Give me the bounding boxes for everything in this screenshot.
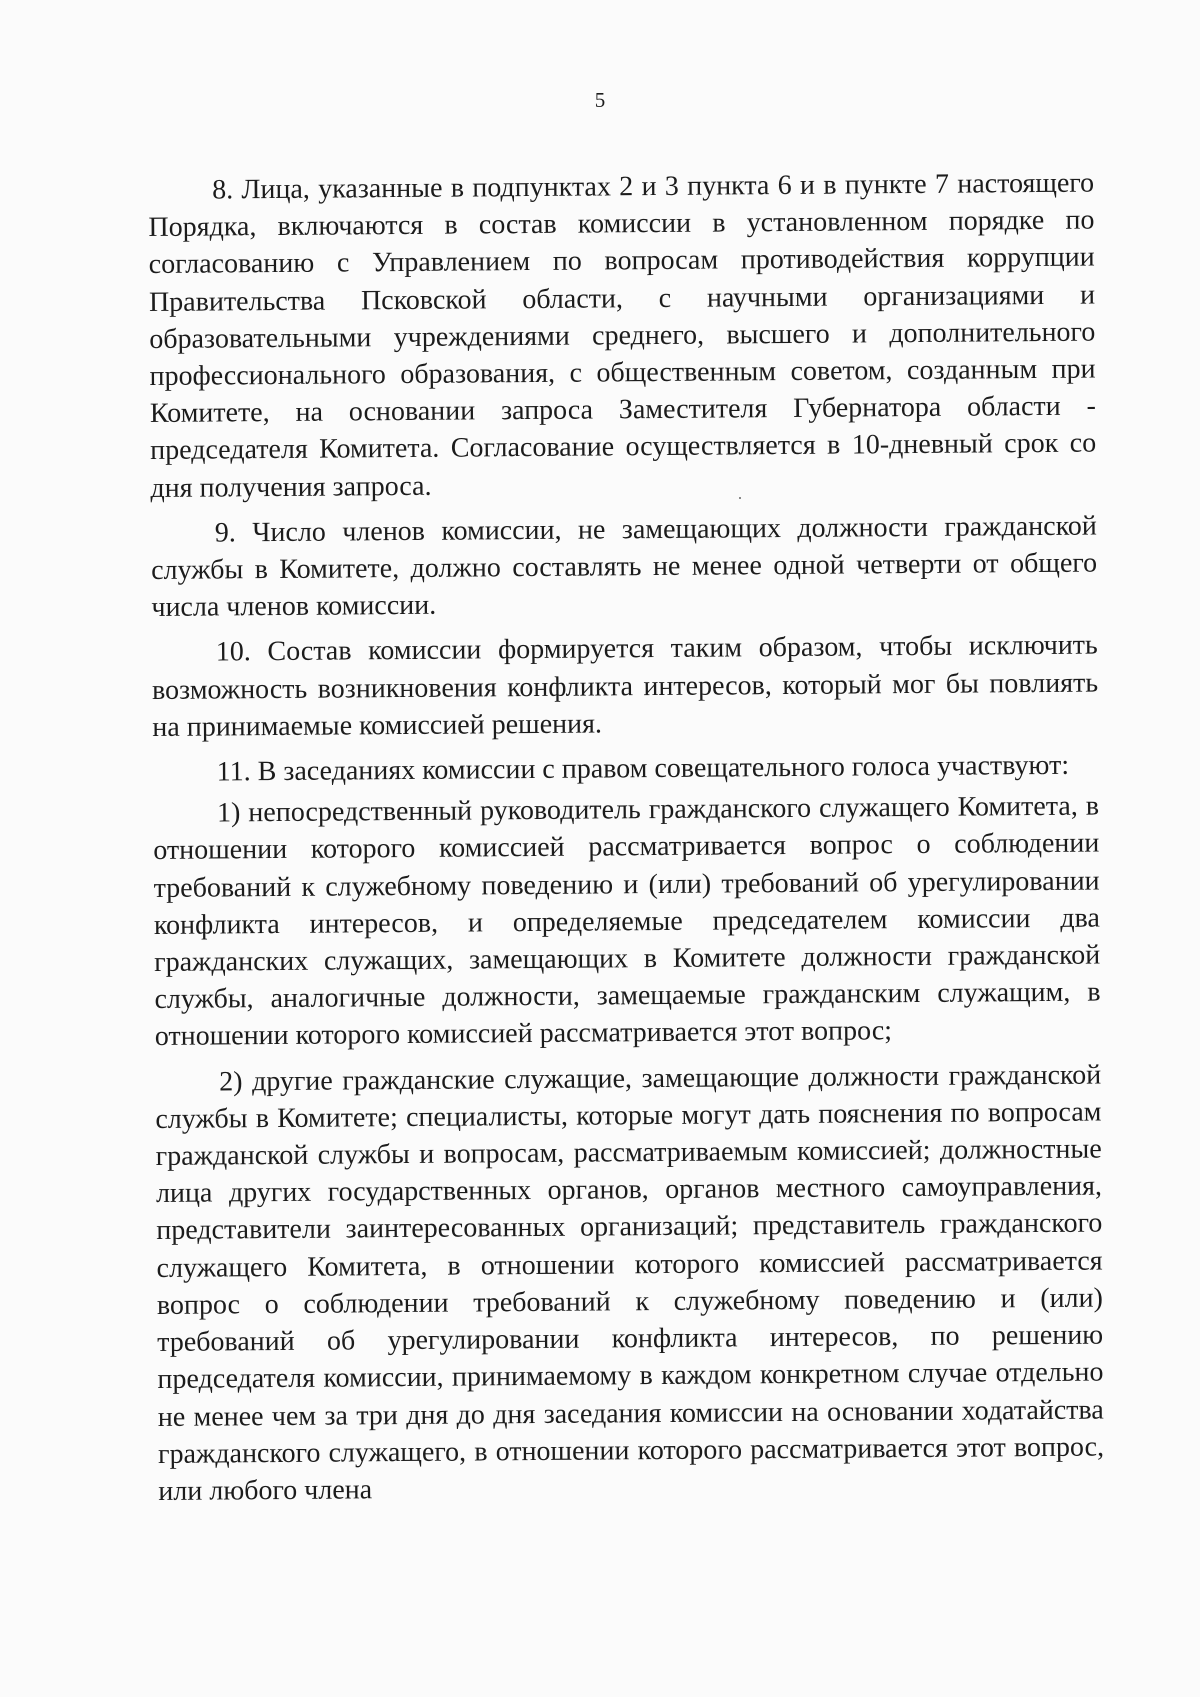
page-number: 5: [594, 88, 606, 112]
paragraph-9: 9. Число членов комиссии, не замещающих должности гражданской службы в Комитете, должно составлять не менее одной четверти от общего числа членов комиссии.: [151, 510, 1098, 624]
paragraph-11-item-2: 2) другие гражданские служащие, замещающие должности гражданской службы в Комитете; специалисты, которые могут дать пояснения по вопросам гражданской службы и вопросам, рассматриваемым комиссией; должностные лица других государственных органов, органов местного самоуправления, представители заинтересованных организаций; представитель гражданского служащего Комитета, в отношении которого комиссией рассматривается вопрос о соблюдении требований к служебному поведению и (или) требований об урегулировании конфликта интересов, по решению председателя комиссии, принимаемому в каждом конкретном случае отдельно не менее чем за три дня до дня заседания комиссии на основании ходатайства гражданского служащего, в отношении которого рассматривается этот вопрос, или любого члена: [155, 1059, 1105, 1507]
document-body: [148, 165, 1105, 1518]
paragraph-10: 10. Состав комиссии формируется таким образом, чтобы исключить возможность возникновения конфликта интересов, который мог бы повлиять на принимаемые комиссией решения.: [151, 629, 1099, 743]
paragraph-8: 8. Лица, указанные в подпунктах 2 и 3 пункта 6 и в пункте 7 настоящего Порядка, включаются в состав комиссии в установленном порядке по согласованию с Управлением по вопросам противодействия коррупции Правительства Псковской области, с научными организациями и образовательными учреждениями среднего, высшего и дополнительного профессионального образования, с общественным советом, созданным при Комитете, на основании запроса Заместителя Губернатора области - председателя Комитета. Согласование осуществляется в 10-дневный срок со дня получения запроса.: [148, 167, 1097, 504]
scan-speck: [739, 497, 741, 499]
paragraph-11-item-1: 1) непосредственный руководитель гражданского служащего Комитета, в отношении которого комиссией рассматривается вопрос о соблюдении требований к служебному поведению и (или) требований об урегулировании конфликта интересов, и определяемые председателем комиссии два гражданских служащих, замещающих в Комитете должности гражданской службы, аналогичные должности, замещаемые гражданским служащим, в отношении которого комиссией рассматривается этот вопрос;: [153, 790, 1101, 1053]
paragraph-11: 11. В заседаниях комиссии с правом совещательного голоса участвуют:: [216, 749, 1070, 788]
